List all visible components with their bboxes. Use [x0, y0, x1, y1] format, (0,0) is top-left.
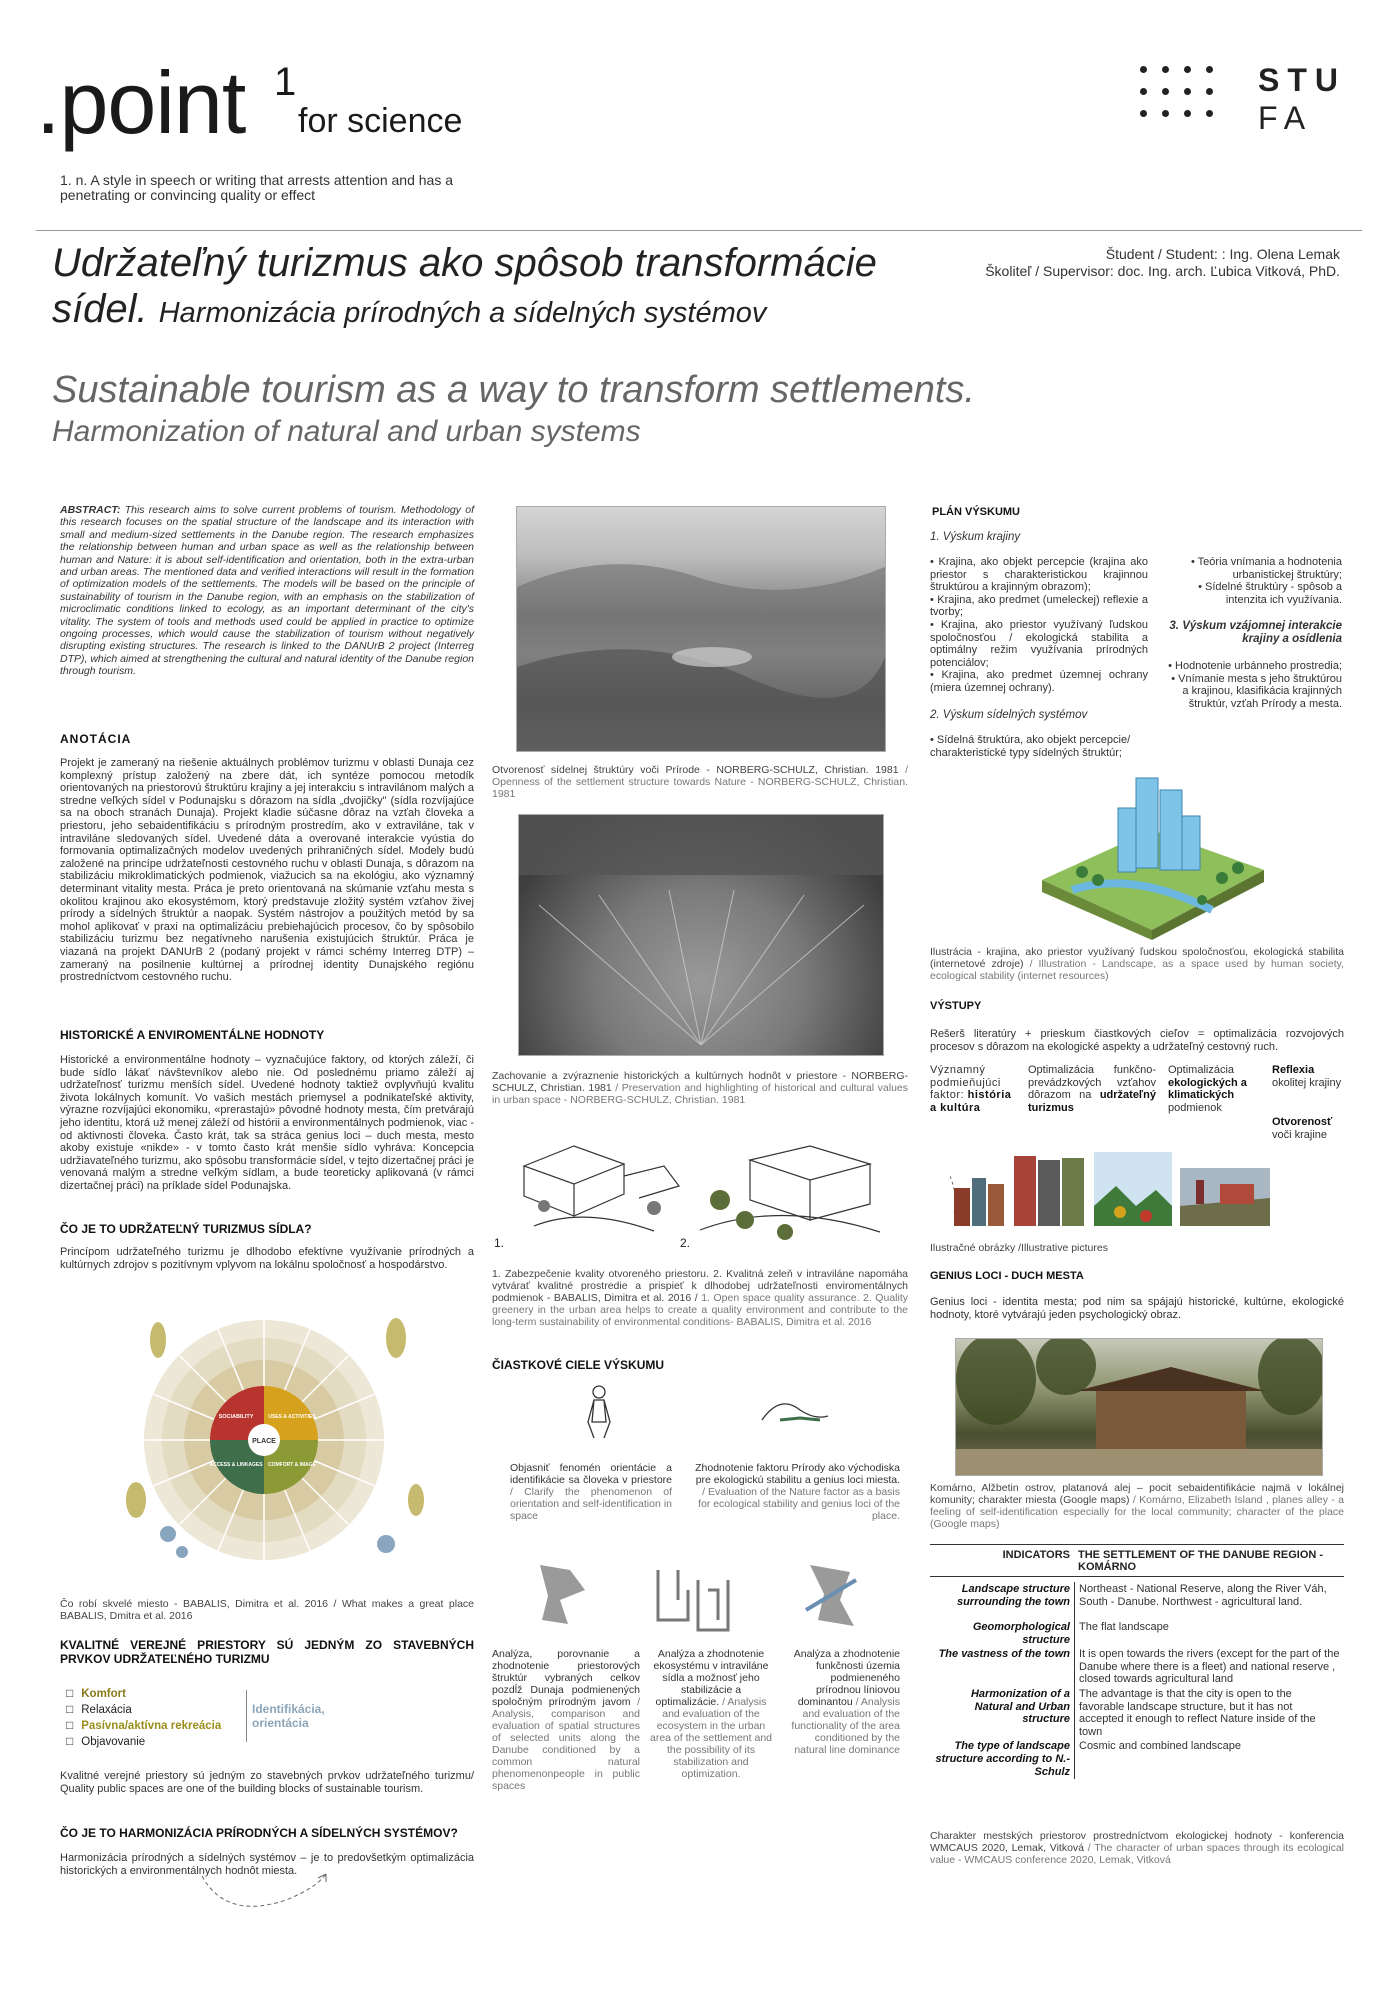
abstract-label: ABSTRACT:	[60, 504, 121, 516]
logo-superscript: 1	[274, 60, 297, 104]
sketch-caption: 1. Zabezpečenie kvality otvoreného priestoru. 2. Kvalitná zeleň v intraviláne napomáha vytvárať kvalitné prostredie a prispieť k dlhodobej udržateľnosti enviromentálnych podmienok - BABALIS, Dimitra et al. 2016 / 1. Open space quality assurance. 2. Quality greenery in the urban area helps to create a quality environment and contribute to the long-term sustainability of environmental conditions- BABALIS, Dimitra et al. 2016	[492, 1268, 908, 1328]
table-row: Landscape structure surrounding the town Northeast - National Reserve, along the River Váh, South - Danube. Northwest - agricultural land.	[930, 1582, 1344, 1620]
komarno-caption: Komárno, Alžbetin ostrov, platanová alej – pocit sebaidentifikácie najmä v lokálnej komunity; charakter miesta (Google maps) / Komárno, Elizabeth Island , planes alley - a feeling of self-identification especially for the local community; character of the place (Google maps)	[930, 1482, 1345, 1530]
student-line: Študent / Student: : Ing. Olena Lemak	[1105, 246, 1340, 262]
list-item-pasivna: □ Pasívna/aktívna rekreácia	[66, 1718, 266, 1734]
logo-main: .point	[36, 53, 246, 152]
table-row: Geomorphological structure The flat landscape	[930, 1620, 1344, 1647]
kval-heading: KVALITNÉ VEREJNÉ PRIESTORY SÚ JEDNÝM ZO STAVEBNÝCH PRVKOV UDRŽATEĽNÉHO TURIZMU	[60, 1638, 474, 1666]
vystupy-heading: VÝSTUPY	[930, 1000, 982, 1012]
city-illustration	[1032, 760, 1272, 940]
wheel-comfort: COMFORT & IMAGE	[267, 1462, 317, 1468]
title-en-sub: Harmonization of natural and urban systems	[52, 415, 641, 448]
title-en-main: Sustainable tourism as a way to transform settlements.	[52, 369, 975, 411]
abstract-text: This research aims to solve current problems of tourism. Methodology of this research focuses on the spatial structure of the landscape and its interaction with small and medium-sized settlements in the Danube region. The research emphasizes the relationship between human and urban space as well as the relationship between human and Nature: it is about self-identification and orientation, both in the extra-urban and urban areas. The mentioned data and verified interactions will result in the formation of optimization models of the settlements. The models will be based on the principle of sustainability of tourism in the Danube region, with an emphasis on the stabilization of microclimatic conditions linked to ecology, as an important determinant of the city's vitality. The system of tools and methods used could be applied in practice to optimize ongoing processes, which would cause the stabilization of tourism without negatively disrupting existing structures. The research is linked to the DANUrB 2 project (Interreg DTP), which aimed at strengthening the cultural and natural identity of the Danube region through tourism.	[60, 504, 474, 678]
indicators-header	[930, 1549, 1344, 1577]
indicators-title: INDICATORS	[1002, 1549, 1070, 1561]
hist-text: Historické a environmentálne hodnoty – vyznačujúce faktory, od ktorých záleží, či bude sídlo lákať návštevníkov alebo nie. Od poslednému priamo záleží aj udržateľnosť turizmu menších sídel. Uvedené hodnoty taktiež ovplyvňujú kvalitu života lokálnych komunít. Vo vašich mestách priemysel a podnikateľské aktivity, výrazne rozvíjajúci ekonomiku, «prerastajú» pôvodné hodnoty mesta, čím pretvárajú jeho identitu, ktorá už menej záleží od histórii a environmentálnych podmienok, viac - od aktivnosti človeka. Často krát, tak sa stráca genius loci – duch mesta, mesto akoby existuje «nikde» - v tomto často krát menšie sídlo vyhráva: Koncepcia udržiavateľného turizmu, ako spôsobu transformácie sídel, v tejto dizertačnej práci je venovaná malým a stredne veľkým sídlam, a bude teoreticky aplikovaná (v rámci dizertačnej práci) na príklade sídel Podunajska.	[60, 1054, 474, 1192]
indicators-divider	[930, 1544, 1344, 1545]
supervisor-line: Školiteľ / Supervisor: doc. Ing. arch. Ľubica Vitková, PhD.	[985, 263, 1340, 279]
plan-s1-items: • Krajina, ako objekt percepcie (krajina ako priestor s charakteristickou krajinnou štruktúrou a krajinným obrazom); • Krajina, ako predmet (umeleckej) reflexie a tvorby; • Krajina, ako priestor využívaný ľudskou spoločnosťou / ekologická stabilita a optimálny režim využívania prírodných potenciálov; • Krajina, ako predmet územnej ochrany (miera územnej ochrany).	[930, 556, 1148, 694]
wheel-access: ACCESS & LINKAGES	[209, 1462, 263, 1468]
title-sk	[52, 240, 972, 336]
goal-4: Analýza a zhodnotenie ekosystému v intraviláne sídla a možnosť jeho stabilizácie a optimalizácie. / Analysis and evaluation of the ecosystem in the urban area of the settlement and the possibility of its stabilization and optimization.	[650, 1648, 772, 1780]
wheel-caption: Čo robí skvelé miesto - BABALIS, Dimitra et al. 2016 / What makes a great place BABALIS, Dmitra et al. 2016	[60, 1598, 474, 1622]
co-text: Princípom udržateľného turizmu je dlhodobo efektívne využívanie prírodných a kultúrnych zdrojov s pozitívnym vplyvom na lokálnu spoločnosť a hospodárstvo.	[60, 1246, 474, 1271]
anotacia-text: Projekt je zameraný na riešenie aktuálnych problémov turizmu v oblasti Dunaja cez komplexný prístup založený na zbere dát, ich syntéze pomocou metodík orientovaných na priestorovú štruktúru krajiny a jej interakciu s intravilánom malých a stredne veľkých sídel v Podunajsku s dôrazom na sídla „dvojičky" (sídla rozvíjajúce sa na oboch stranách Dunaja). Projekt kladie súčasne dôraz na vzťah človeka a priestoru, jeho sebaidentifikáciu s prírodným prostredím, ako v extraviláne, tak v intraviláne sledovaných sídel. Uvedené dáta a overované interakcie vyústia do formovania optimalizačných modelov uvedených prihraničných sídel. Modely budú založené na princípe udržateľnosti cestovného ruchu v oblasti Dunaja, s dôrazom na stabilizáciu mikroklimatických podmienok, viažucich sa na ekológiu, ako významný determinant vitality mesta. Práca je preto orientovaná na skúmanie vzťahu mesta s okolitou krajinou ako ekosystémom, ktorý predstavuje zložitý systém vzťahov živej prírody a sídelných štruktúr a naopak. Systém nástrojov a použitých metód by sa mohol aplikovať v praxi na optimalizáciu prebiehajúcich procesov, čo by spôsobilo stabilizáciu turizmu bez negatívneho narušenia existujúcich štruktúr. Práca je viazaná na projekt DANUrB 2 (podaný projekt v rámci schémy Interreg DTP) – zameraný na posilnenie kultúrnej a prírodnej identity Dunajského regiónu prostredníctvom cestovného ruchu.	[60, 757, 474, 984]
logo	[36, 53, 476, 152]
harm-text: Harmonizácia prírodných a sídelných systémov – je to predovšetkým optimalizácia historických a environmentálnych hodnôt miesta.	[60, 1852, 474, 1877]
hist-heading: HISTORICKÉ A ENVIROMENTÁLNE HODNOTY	[60, 1028, 325, 1042]
title-en	[52, 368, 1152, 452]
kval-list	[66, 1686, 266, 1750]
goal-5: Analýza a zhodnotenie funkčnosti územia podmieneného prírodnou líniovou dominantou / Analysis and evaluation of the functionality of the area conditioned by the natural line dominance	[791, 1648, 900, 1756]
photo1-caption: Otvorenosť sídelnej štruktúry voči Prírode - NORBERG-SCHULZ, Christian. 1981 / Openness of the settlement structure towards Nature - NORBERG-SCHULZ, Christian. 1981	[492, 764, 908, 800]
abstract	[60, 504, 474, 678]
stu-fa-logo	[1140, 62, 1360, 142]
photo-komarno	[955, 1338, 1323, 1476]
photo2-caption: Zachovanie a zvýraznenie historických a kultúrnych hodnôt v priestore - NORBERG-SCHULZ, Christian. 1981 / Preservation and highlighting of historical and cultural values in urban space - NORBERG-SCHULZ, Christian. 1981	[492, 1070, 908, 1106]
sketch-1	[504, 1136, 684, 1246]
genius-text: Genius loci - identita mesta; pod nim sa spájajú historické, kultúrne, ekologické hodnoty, ktoré vytvárajú jeden psychologický obraz.	[930, 1296, 1344, 1321]
stu-text: STU	[1258, 62, 1346, 98]
logo-subtitle: for science	[298, 102, 463, 140]
harm-heading: ČO JE TO HARMONIZÁCIA PRÍRODNÝCH A SÍDELNÝCH SYSTÉMOV?	[60, 1826, 458, 1840]
wheel-center-label: PLACE	[252, 1438, 276, 1445]
table-row: The type of landscape structure according to N.-Schulz Cosmic and combined landscape	[930, 1739, 1344, 1779]
output-4: Reflexia okolitej krajiny	[1272, 1064, 1342, 1089]
goal-2: Zhodnotenie faktoru Prírody ako východiska pre ekologickú stabilitu a genius loci miesta. / Evaluation of the Nature factor as a basis for ecological stability and genius loci of the place.	[695, 1462, 900, 1522]
kval-text: Kvalitné verejné priestory sú jedným zo stavebných prvkov udržateľného turizmu/ Quality public spaces are one of the building blocks of sustainable tourism.	[60, 1770, 474, 1795]
vystupy-text: Rešerš literatúry + prieskum čiastkových cieľov = optimalizácia rozvojových procesov s dôrazom na ekologické aspekty a udržateľný cestovný ruch.	[930, 1028, 1344, 1053]
header-divider	[36, 230, 1362, 231]
goal-1: Objasniť fenomén orientácie a identifikácie sa človeka v priestore / Clarify the phenomenon of orientation and self-identification in space	[510, 1462, 672, 1522]
sketch-2-number: 2.	[680, 1236, 691, 1250]
plan-s2-items: • Sídelná štruktúra, ako objekt percepcie/ charakteristické typy sídelných štruktúr;	[930, 734, 1131, 759]
plan-s3-items: • Hodnotenie urbánneho prostredia; • Vnímanie mesta s jeho štruktúrou a krajinou, klasifikácia krajinných štruktúr, vzťah Prírody a mesta.	[1168, 660, 1342, 710]
landscape-icon	[760, 1390, 830, 1430]
plan-s3: 3. Výskum vzájomnej interakcie krajiny a osídlenia	[1169, 620, 1342, 645]
plan-heading: PLÁN VÝSKUMU	[932, 506, 1021, 518]
title-sk-sub: Harmonizácia prírodných a sídelných systémov	[158, 297, 767, 329]
illustrative-caption: Ilustračné obrázky /Illustrative pictures	[930, 1242, 1108, 1254]
fa-text: FA	[1258, 100, 1314, 136]
title-sk-main2: sídel.	[52, 287, 148, 331]
indicators-table	[930, 1582, 1344, 1779]
wheel-sociability: SOCIABILITY	[218, 1414, 254, 1420]
photo-landscape	[516, 506, 886, 752]
goal-3: Analýza, porovnanie a zhodnotenie priestorových štruktúr vybraných celkov pozdĺž Dunaja podmienených spoločným prírodným javom / Analysis, comparison and evaluation of spatial structures of selected units along the Danube conditioned by a common natural phenomenonpeople in public spaces	[492, 1648, 641, 1792]
bracket	[238, 1690, 247, 1742]
ident-label: Identifikácia, orientácia	[252, 1702, 325, 1730]
plan-s1: 1. Výskum krajiny	[930, 531, 1021, 543]
output-2: Optimalizácia funkčno-prevádzkových vzťahov dôrazom na udržateľný turizmus	[1028, 1064, 1157, 1114]
anotacia-heading: ANOTÁCIA	[60, 732, 132, 746]
definition: 1. n. A style in speech or writing that arrests attention and has a penetrating or convincing quality or effect	[60, 172, 454, 203]
output-1: Významný podmieňujúci faktor: história a kultúra	[930, 1064, 1012, 1114]
output-5: Otvorenosť voči krajine	[1272, 1116, 1333, 1141]
illustrative-pictures	[950, 1146, 1272, 1226]
dot-grid	[1140, 66, 1230, 136]
co-heading: ČO JE TO UDRŽATEĽNÝ TURIZMUS SÍDLA?	[60, 1222, 312, 1236]
sketch-2	[690, 1140, 890, 1250]
table-row: Harmonization of a Natural and Urban structure The advantage is that the city is open to the favorable landscape structure, but it has not accepted it enough to reflect Nature inside of the town	[930, 1687, 1344, 1739]
sketch-1-number: 1.	[494, 1236, 505, 1250]
indicators-subtitle: THE SETTLEMENT OF THE DANUBE REGION - KOMÁRNO	[1078, 1549, 1324, 1573]
dashed-arrow	[196, 1870, 356, 1930]
plan-s2: 2. Výskum sídelných systémov	[930, 709, 1088, 721]
table-row: The vastness of the town It is open towards the rivers (except for the part of the Danube where there is a fleet) and national reserve , closed towards agricultural land	[930, 1647, 1344, 1687]
place-wheel	[96, 1300, 476, 1570]
output-3: Optimalizácia ekologických a klimatických podmienok	[1168, 1064, 1247, 1114]
genius-heading: GENIUS LOCI - DUCH MESTA	[930, 1270, 1084, 1282]
illustration-caption: Ilustrácia - krajina, ako priestor využívaný ľudskou spoločnosťou, ekologická stabilita (internetové zdroje) / Illustration - Landscape, as a space used by human society, ecological stability (internet resources)	[930, 946, 1344, 982]
list-item-komfort: □ Komfort	[66, 1686, 266, 1702]
list-item-objavovanie: □ Objavovanie	[66, 1734, 266, 1750]
plan-right-items: • Teória vnímania a hodnotenia urbanistickej štruktúry; • Sídelné štruktúry - spôsob a intenzita ich využívania.	[1190, 556, 1342, 606]
photo-piazza	[518, 814, 884, 1056]
final-caption: Charakter mestských priestorov prostredníctvom ekologickej hodnoty - konferencia WMCAUS 2020, Lemak, Vitková / The character of urban spaces through its ecological value - WMCAUS conference 2020, Lemak, Vitková	[930, 1830, 1344, 1866]
indicators-table-rule	[930, 1576, 1344, 1577]
map-icon-3	[800, 1560, 860, 1630]
map-icon-2	[648, 1560, 738, 1640]
ciele-heading: ČIASTKOVÉ CIELE VÝSKUMU	[492, 1358, 665, 1372]
wheel-uses: USES & ACTIVITIES	[268, 1414, 316, 1420]
list-item-relaxacia: □ Relaxácia	[66, 1702, 266, 1718]
title-sk-main: Udržateľný turizmus ako spôsob transformácie	[52, 241, 877, 285]
person-icon	[574, 1382, 624, 1442]
map-icon-1	[530, 1560, 590, 1630]
